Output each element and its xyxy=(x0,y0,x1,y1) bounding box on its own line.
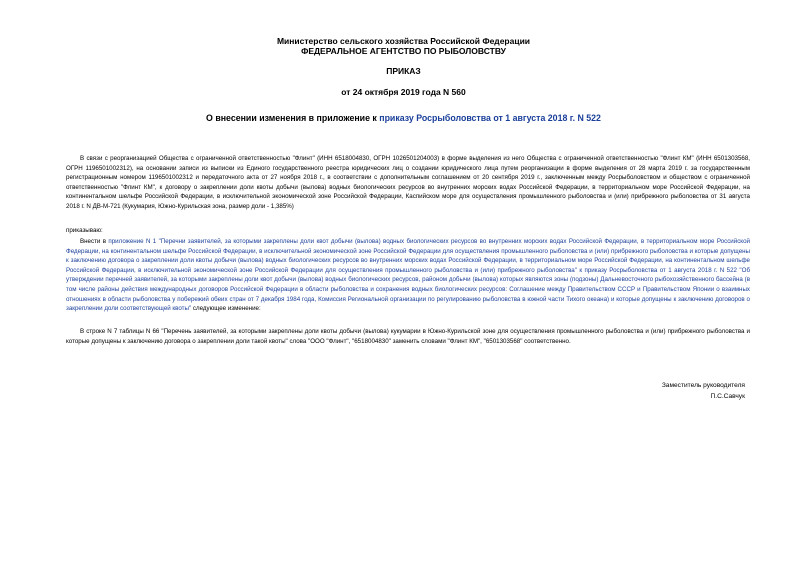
item1-paragraph xyxy=(66,237,750,314)
doc-title xyxy=(0,113,807,124)
agency-heading: ФЕДЕРАЛЬНОЕ АГЕНТСТВО ПО РЫБОЛОВСТВУ xyxy=(301,46,506,56)
preamble-paragraph: В связи с реорганизацией Общества с ограниченной ответственностью "Флинт" (ИНН 6518004830, ОГРН 1026501204003) в форме выделения из него Общества с ограниченной ответственностью "Флинт КМ" (ИНН 6501303568, ОГРН 1196501002312), на основании записи из выписки из Единого государственного реестра юридических лиц о создании юридического лица путем реорганизации в форме выделения от 28 марта 2019 г. за государственным регистрационным номером 1196501002312 и передаточного акта от 27 ноября 2018 г., в соответствии с дополнительным соглашением от 20 сентября 2019 г., заключенным между Росрыболовством и обществом с ограниченной ответственностью "Флинт КМ", к договору о закреплении доли квоты добычи (вылова) водных биологических ресурсов во внутренних морских водах Российской Федерации, в территориальном море Российской Федерации, на континентальном шельфе Российской Федерации, в исключительной экономической зоне Российской Федерации, Каспийском море для осуществления промышленного рыболовства и (или) прибрежного рыболовства от 31 августа 2018 г. N ДВ-М-721 (Кукумария, Южно-Курильская зона, размер доли - 1,385%) xyxy=(66,155,750,210)
order-word: приказываю: xyxy=(66,227,103,234)
doc-title-prefix: О внесении изменения в приложение к xyxy=(206,113,380,123)
item1-start: Внести в xyxy=(80,238,109,245)
doc-date-number: от 24 октября 2019 года N 560 xyxy=(341,87,466,97)
order-522-link[interactable]: приказу Росрыболовства от 1 августа 2018 г. N 522 xyxy=(379,113,601,123)
item2-paragraph: В строке N 7 таблицы N 66 "Перечень заявителей, за которыми закреплены доли квоты добычи (вылова) кукумарии в Южно-Курильской зоне для осуществления промышленного рыболовства и (или) прибрежного рыболовства и которые допущены к заключению договора о закреплении доли такой квоты" слова "ООО "Флинт", "6518004830" заменить словами "Флинт КМ", "6501303568" соответственно. xyxy=(66,328,750,345)
appendix-1-link[interactable]: приложение N 1 "Перечни заявителей, за которыми закреплены доли квот добычи (вылова) водных биологических ресурсов во внутренних морских водах Российской Федерации, в территориальном море Российской Федерации, на континентальном шельфе Российской Федерации, в исключительной экономической зоне Российской Федерации для осуществления промышленного рыболовства и (или) прибрежного рыболовства и которые допущены к заключению договора о закреплении доли квоты добычи (вылова) водных биологических ресурсов во внутренних морских водах Российской Федерации, в территориальном море Российской Федерации, на континентальном шельфе Российской Федерации, в исключительной экономической зоне Российской Федерации для осуществления промышленного рыболовства и (или) прибрежного рыболовства" к приказу Росрыболовства от 1 августа 2018 г. N 522 "Об утверждении перечней заявителей, за которыми закреплены доли квот добычи (вылова) водных биологических ресурсов, районом добычи (вылова) которых являются зоны (подзоны) Дальневосточного рыбохозяйственного бассейна (в том числе районы действия международных договоров Российской Федерации в области рыболовства и сохранения водных биологических ресурсов: Соглашение между Правительством СССР и Правительством Японии о взаимных отношениях в области рыболовства у побережий обеих стран от 7 декабря 1984 года, Комиссия Региональной организации по регулированию рыболовства в южной части Тихого океана) и которые допущены к заключению договоров о закреплении доли соответствующей квоты" xyxy=(66,238,750,313)
item1-end: следующее изменение: xyxy=(191,305,261,313)
signature-position: Заместитель руководителя xyxy=(661,382,745,389)
doc-type-heading: ПРИКАЗ xyxy=(386,66,421,76)
ministry-heading: Министерство сельского хозяйства Российской Федерации xyxy=(276,36,531,46)
signature-name: П.С.Савчук xyxy=(710,393,745,400)
